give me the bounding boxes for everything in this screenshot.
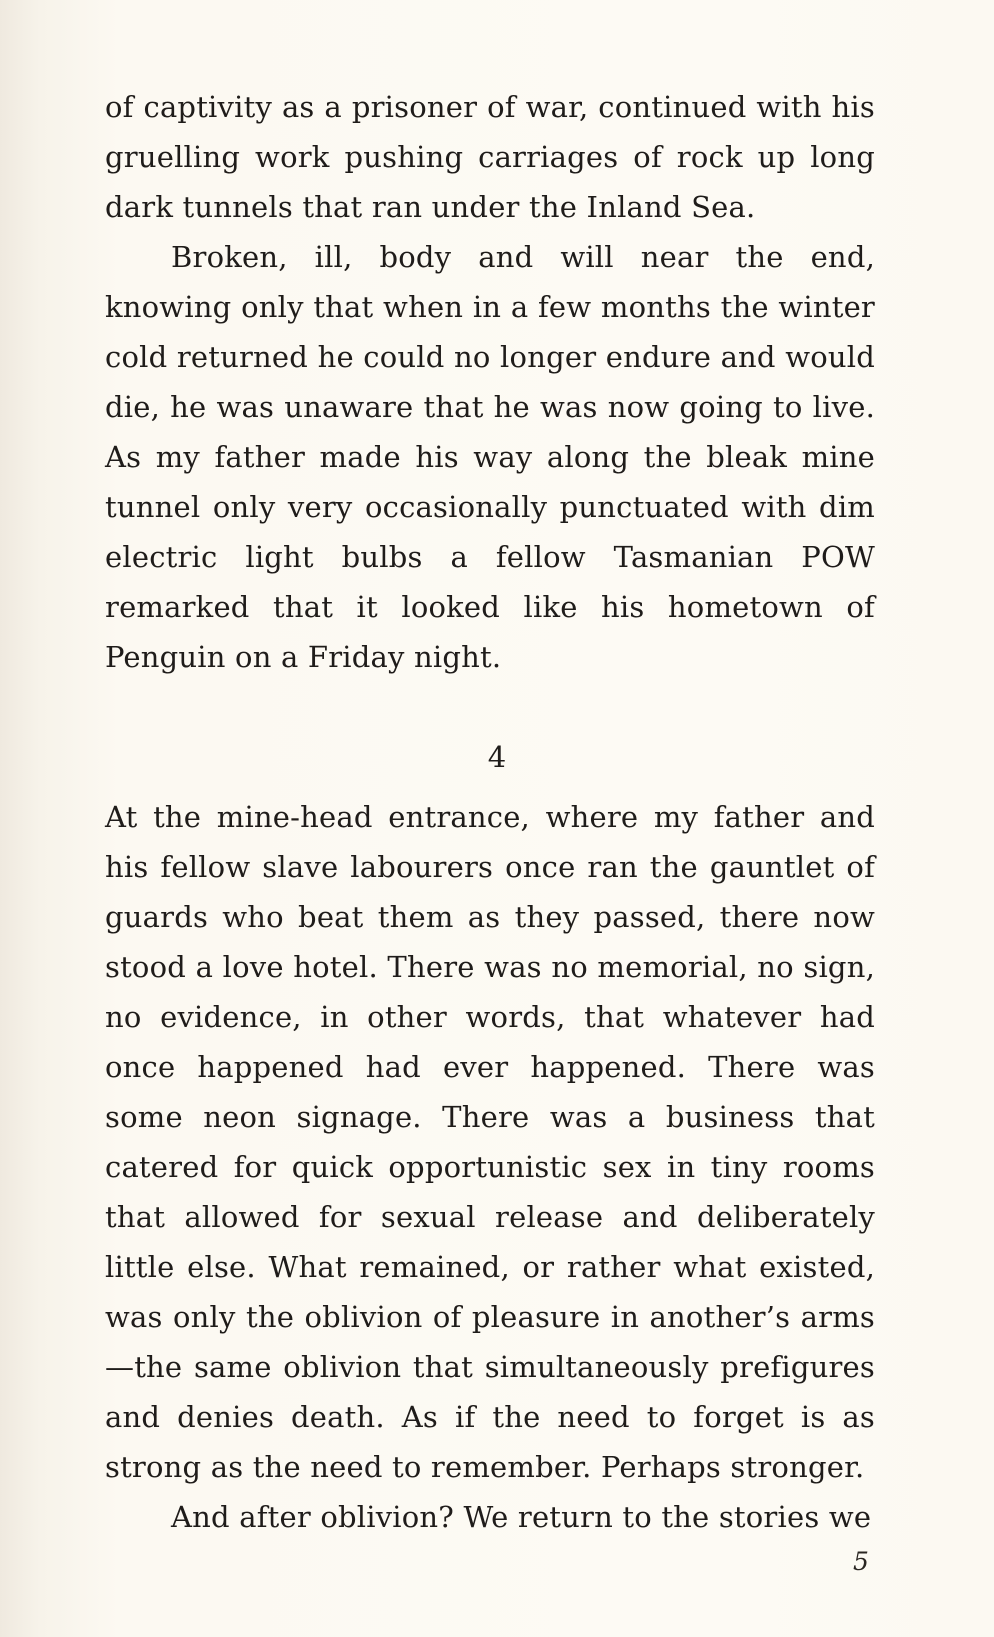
paragraph-broken-ill: Broken, ill, body and will near the end, knowing only that when in a few months the winter cold returned he could no longer endure and would die, he was unaware that he was now going to live. As my father made his way along the bleak mine tunnel only very occasionally punctuated with dim electric light bulbs a fellow Tasmanian POW remarked that it looked like his hometown of Penguin on a Friday night.	[105, 240, 875, 674]
paragraph-mine-head: At the mine-head entrance, where my father and his fellow slave labourers once ran the gauntlet of guards who beat them as they passed, there now stood a love hotel. There was no memorial, no sign, no evidence, in other words, that whatever had once happened had ever happened. There was some neon signage. There was a business that catered for quick opportunistic sex in tiny rooms that allowed for sexual release and deliberately little else. What remained, or rather what existed, was only the oblivion of pleasure in another’s arms—the same oblivion that simultaneously prefigures and denies death. As if the need to forget is as strong as the need to remember. Perhaps stronger.	[105, 800, 875, 1484]
second-section-text	[105, 792, 875, 1542]
page-number: 5	[853, 1547, 869, 1576]
paragraph-continuation: of captivity as a prisoner of war, continued with his gruelling work pushing carriages of rock up long dark tunnels that ran under the Inland Sea.	[105, 90, 875, 224]
paragraph-after-oblivion: And after oblivion? We return to the stories we	[171, 1500, 872, 1534]
first-section-text	[105, 82, 875, 682]
section-number: 4	[487, 740, 507, 774]
